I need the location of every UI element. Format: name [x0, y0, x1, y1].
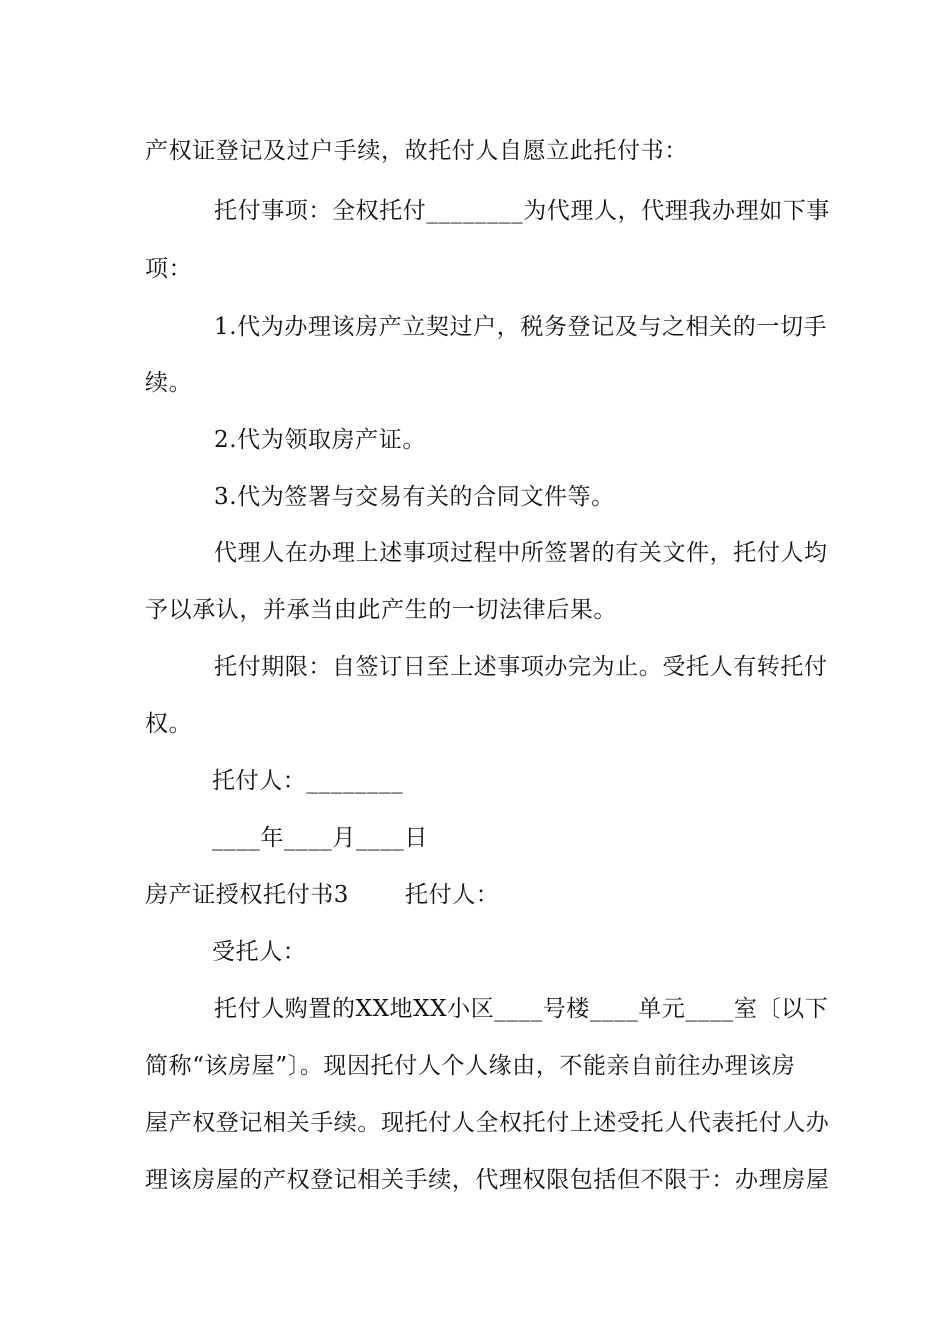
text-line: 受托人：: [212, 939, 307, 965]
text-line: 简称“该房屋”〕。现因托付人个人缘由，不能亲自前往办理该房: [145, 1053, 796, 1079]
text-line: 托付期限：自签订日至上述事项办完为止。受托人有转托付: [214, 654, 828, 680]
text-line: 托付事项：全权托付________为代理人，代理我办理如下事: [214, 198, 830, 224]
text-line: 托付人：________: [212, 768, 404, 794]
text-line: 权。: [145, 711, 193, 737]
text-line: 2.代为领取房产证。: [214, 427, 426, 453]
text-line: 产权证登记及过户手续，故托付人自愿立此托付书：: [145, 138, 688, 164]
text-line: 3.代为签署与交易有关的合同文件等。: [214, 484, 615, 510]
text-line: 项：: [145, 256, 193, 282]
text-line: 代理人在办理上述事项过程中所签署的有关文件，托付人均: [214, 540, 828, 566]
text-line: 1.代为办理该房产立契过户，税务登记及与之相关的一切手: [214, 314, 828, 340]
text-line: 托付人购置的XX地XX小区____号楼____单元____室〔以下: [214, 996, 829, 1022]
text-line: 屋产权登记相关手续。现托付人全权托付上述受托人代表托付人办: [145, 1110, 830, 1136]
text-line: 续。: [145, 370, 193, 396]
text-line: 托付人：: [405, 882, 500, 908]
text-line: ____年____月____日: [212, 825, 428, 851]
section-title: 房产证授权托付书3: [145, 882, 350, 908]
text-line: 予以承认，并承当由此产生的一切法律后果。: [145, 597, 617, 623]
text-line: 理该房屋的产权登记相关手续，代理权限包括但不限于：办理房屋: [145, 1167, 830, 1193]
